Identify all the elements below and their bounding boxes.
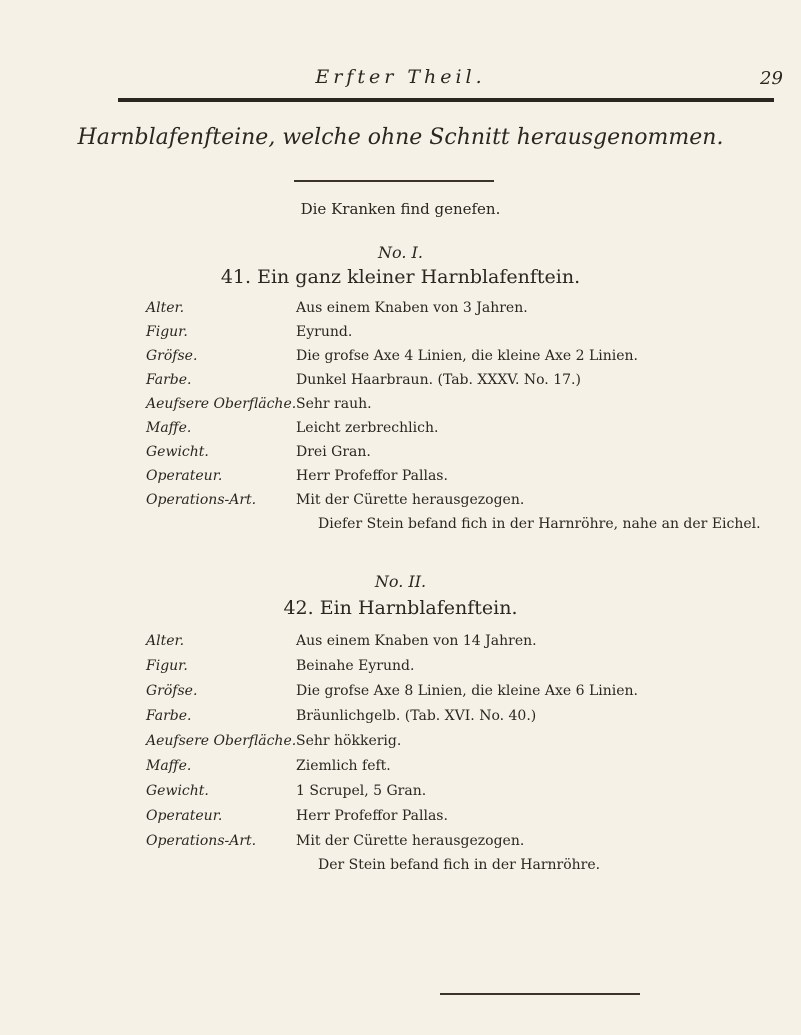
case-heading: 41. Ein ganz kleiner Harnblafenftein.	[220, 266, 581, 288]
field-row	[0, 396, 801, 418]
field-label: Farbe.	[146, 708, 192, 724]
field-row	[0, 372, 801, 394]
field-label: Operations-Art.	[146, 833, 257, 849]
page-number: 29	[760, 68, 783, 89]
section-title: Harnblafenfteine, welche ohne Schnitt herausgenommen.	[77, 125, 724, 150]
field-row	[0, 300, 801, 322]
field-row	[0, 492, 801, 514]
field-value: Dunkel Haarbraun. (Tab. XXXV. No. 17.)	[296, 372, 581, 388]
field-row	[0, 468, 801, 490]
field-label: Farbe.	[146, 372, 192, 388]
field-value: Leicht zerbrechlich.	[296, 420, 439, 436]
field-label: Maffe.	[146, 758, 192, 774]
field-value: Beinahe Eyrund.	[296, 658, 415, 674]
field-value: Bräunlichgelb. (Tab. XVI. No. 40.)	[296, 708, 537, 724]
field-row	[0, 348, 801, 370]
case-number: No. II.	[374, 572, 427, 591]
field-value: Ziemlich feft.	[296, 758, 391, 774]
field-label: Gewicht.	[146, 444, 209, 460]
field-label: Aeufsere Oberfläche.	[146, 733, 297, 749]
field-row	[0, 733, 801, 755]
field-label: Alter.	[146, 300, 185, 316]
field-value: Mit der Cürette herausgezogen.	[296, 492, 525, 508]
field-row	[0, 420, 801, 442]
field-value: Die grofse Axe 8 Linien, die kleine Axe 6 Linien.	[296, 683, 638, 699]
field-row	[0, 833, 801, 855]
case-note: Diefer Stein befand fich in der Harnröhre, nahe an der Eichel.	[318, 516, 761, 532]
field-value: Aus einem Knaben von 14 Jahren.	[296, 633, 537, 649]
field-label: Figur.	[146, 324, 188, 340]
field-row	[0, 808, 801, 830]
field-label: Operations-Art.	[146, 492, 257, 508]
field-label: Aeufsere Oberfläche.	[146, 396, 297, 412]
field-label: Figur.	[146, 658, 188, 674]
field-value: Herr Profeffor Pallas.	[296, 468, 448, 484]
closing-rule	[440, 993, 640, 995]
field-row	[0, 658, 801, 680]
field-value: Sehr rauh.	[296, 396, 372, 412]
field-row	[0, 758, 801, 780]
field-value: Die grofse Axe 4 Linien, die kleine Axe 2 Linien.	[296, 348, 638, 364]
field-value: Eyrund.	[296, 324, 353, 340]
field-row	[0, 783, 801, 805]
field-label: Maffe.	[146, 420, 192, 436]
field-label: Gewicht.	[146, 783, 209, 799]
intro-line: Die Kranken find genefen.	[300, 200, 501, 218]
field-row	[0, 708, 801, 730]
title-rule	[294, 180, 494, 182]
field-label: Operateur.	[146, 468, 223, 484]
running-head: Erfter Theil.	[315, 66, 486, 88]
case-number: No. I.	[378, 243, 423, 262]
field-row	[0, 444, 801, 466]
field-row	[0, 324, 801, 346]
field-label: Operateur.	[146, 808, 223, 824]
field-value: Herr Profeffor Pallas.	[296, 808, 448, 824]
field-row	[0, 633, 801, 655]
case-note: Der Stein befand fich in der Harnröhre.	[318, 857, 601, 873]
field-value: Mit der Cürette herausgezogen.	[296, 833, 525, 849]
field-row	[0, 683, 801, 705]
field-value: Sehr hökkerig.	[296, 733, 402, 749]
field-value: Drei Gran.	[296, 444, 371, 460]
header-rule	[118, 98, 774, 102]
field-label: Gröfse.	[146, 348, 198, 364]
field-label: Gröfse.	[146, 683, 198, 699]
case-heading: 42. Ein Harnblafenftein.	[283, 597, 518, 619]
field-value: Aus einem Knaben von 3 Jahren.	[296, 300, 528, 316]
field-value: 1 Scrupel, 5 Gran.	[296, 783, 427, 799]
field-label: Alter.	[146, 633, 185, 649]
